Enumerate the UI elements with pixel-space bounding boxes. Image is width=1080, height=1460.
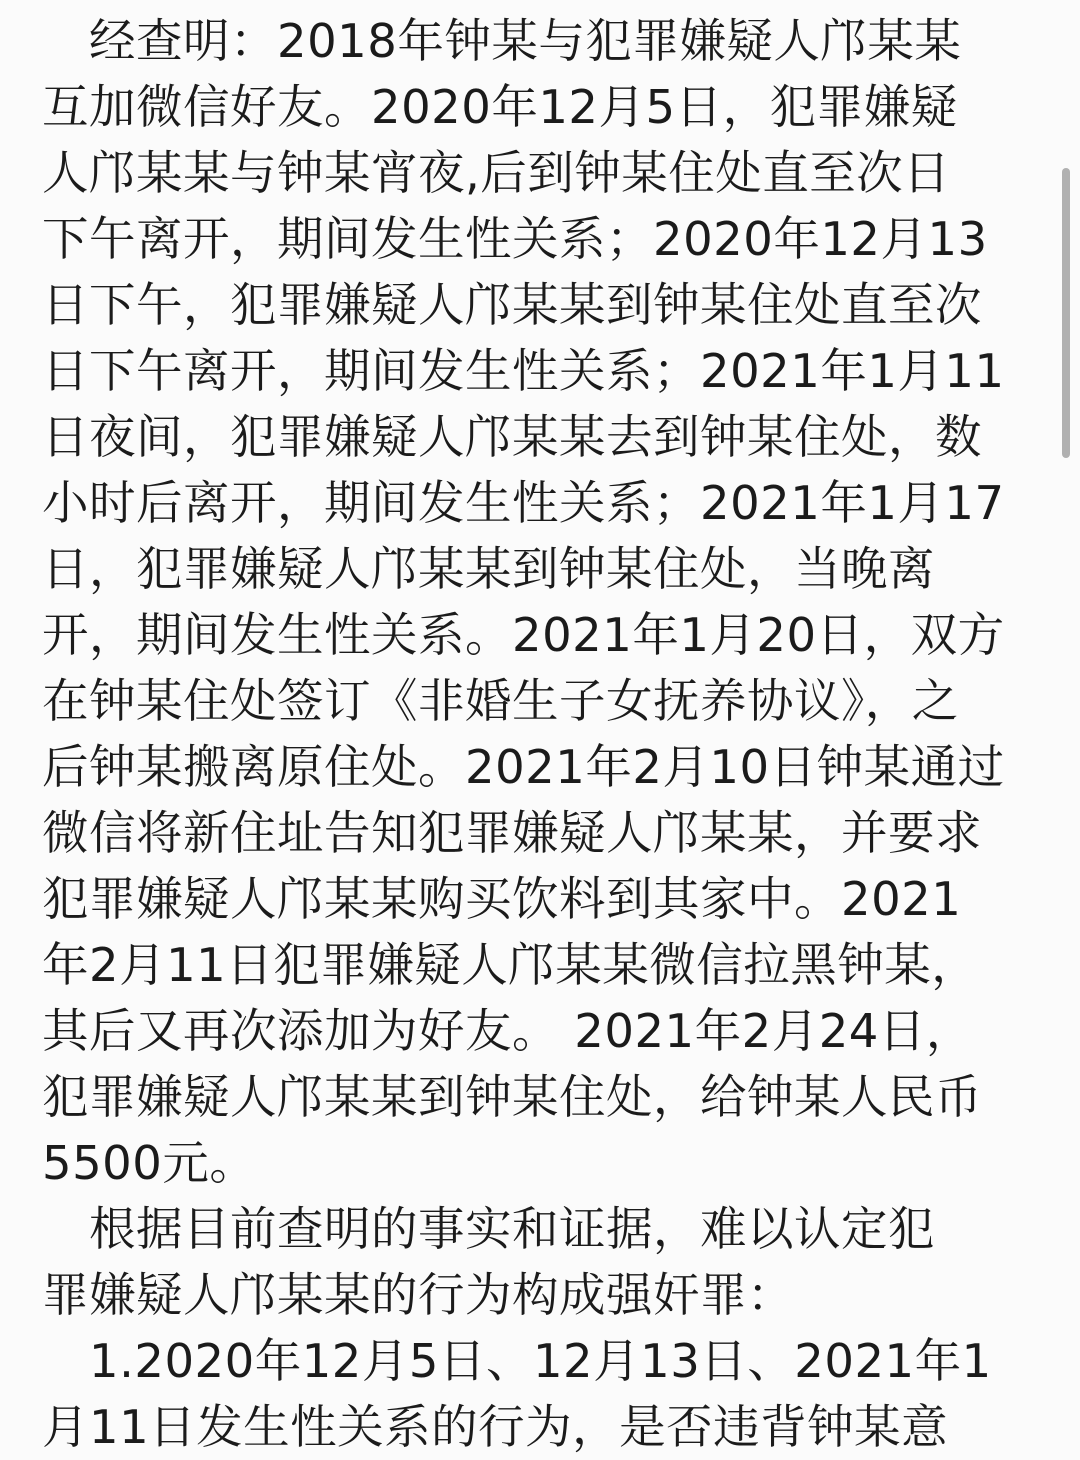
text-line: 在钟某住处签订《非婚生子女抚养协议》，之 [42,674,959,728]
text-line: 其后又再次添加为好友。 2021年2月24日， [42,1004,973,1058]
text-line: 罪嫌疑人邝某某的行为构成强奸罪： [42,1268,794,1322]
text-line: 小时后离开，期间发生性关系；2021年1月17 [42,476,1005,530]
scrollbar-thumb[interactable] [1062,168,1070,458]
text-line: 微信将新住址告知犯罪嫌疑人邝某某，并要求 [42,806,982,860]
text-line: 互加微信好友。2020年12月5日，犯罪嫌疑 [42,80,958,134]
text-line: 根据目前查明的事实和证据，难以认定犯 [42,1202,935,1256]
text-line: 人邝某某与钟某宵夜,后到钟某住处直至次日 [42,146,951,200]
text-line: 日，犯罪嫌疑人邝某某到钟某住处，当晚离 [42,542,935,596]
text-line: 1.2020年12月5日、12月13日、2021年1 [42,1334,992,1388]
text-line: 日下午离开，期间发生性关系；2021年1月11 [42,344,1005,398]
text-line: 年2月11日犯罪嫌疑人邝某某微信拉黑钟某， [42,938,979,992]
text-line: 开，期间发生性关系。2021年1月20日，双方 [42,608,1005,662]
text-line: 犯罪嫌疑人邝某某到钟某住处，给钟某人民币 [42,1070,982,1124]
text-line: 月11日发生性关系的行为，是否违背钟某意 [42,1400,949,1454]
text-line: 犯罪嫌疑人邝某某购买饮料到其家中。2021 [42,872,962,926]
text-line: 5500元。 [42,1136,257,1190]
text-line: 经查明：2018年钟某与犯罪嫌疑人邝某某 [42,14,962,68]
text-line: 日夜间，犯罪嫌疑人邝某某去到钟某住处，数 [42,410,982,464]
text-line: 后钟某搬离原住处。2021年2月10日钟某通过 [42,740,1005,794]
text-line: 日下午，犯罪嫌疑人邝某某到钟某住处直至次 [42,278,982,332]
text-line: 下午离开，期间发生性关系；2020年12月13 [42,212,988,266]
